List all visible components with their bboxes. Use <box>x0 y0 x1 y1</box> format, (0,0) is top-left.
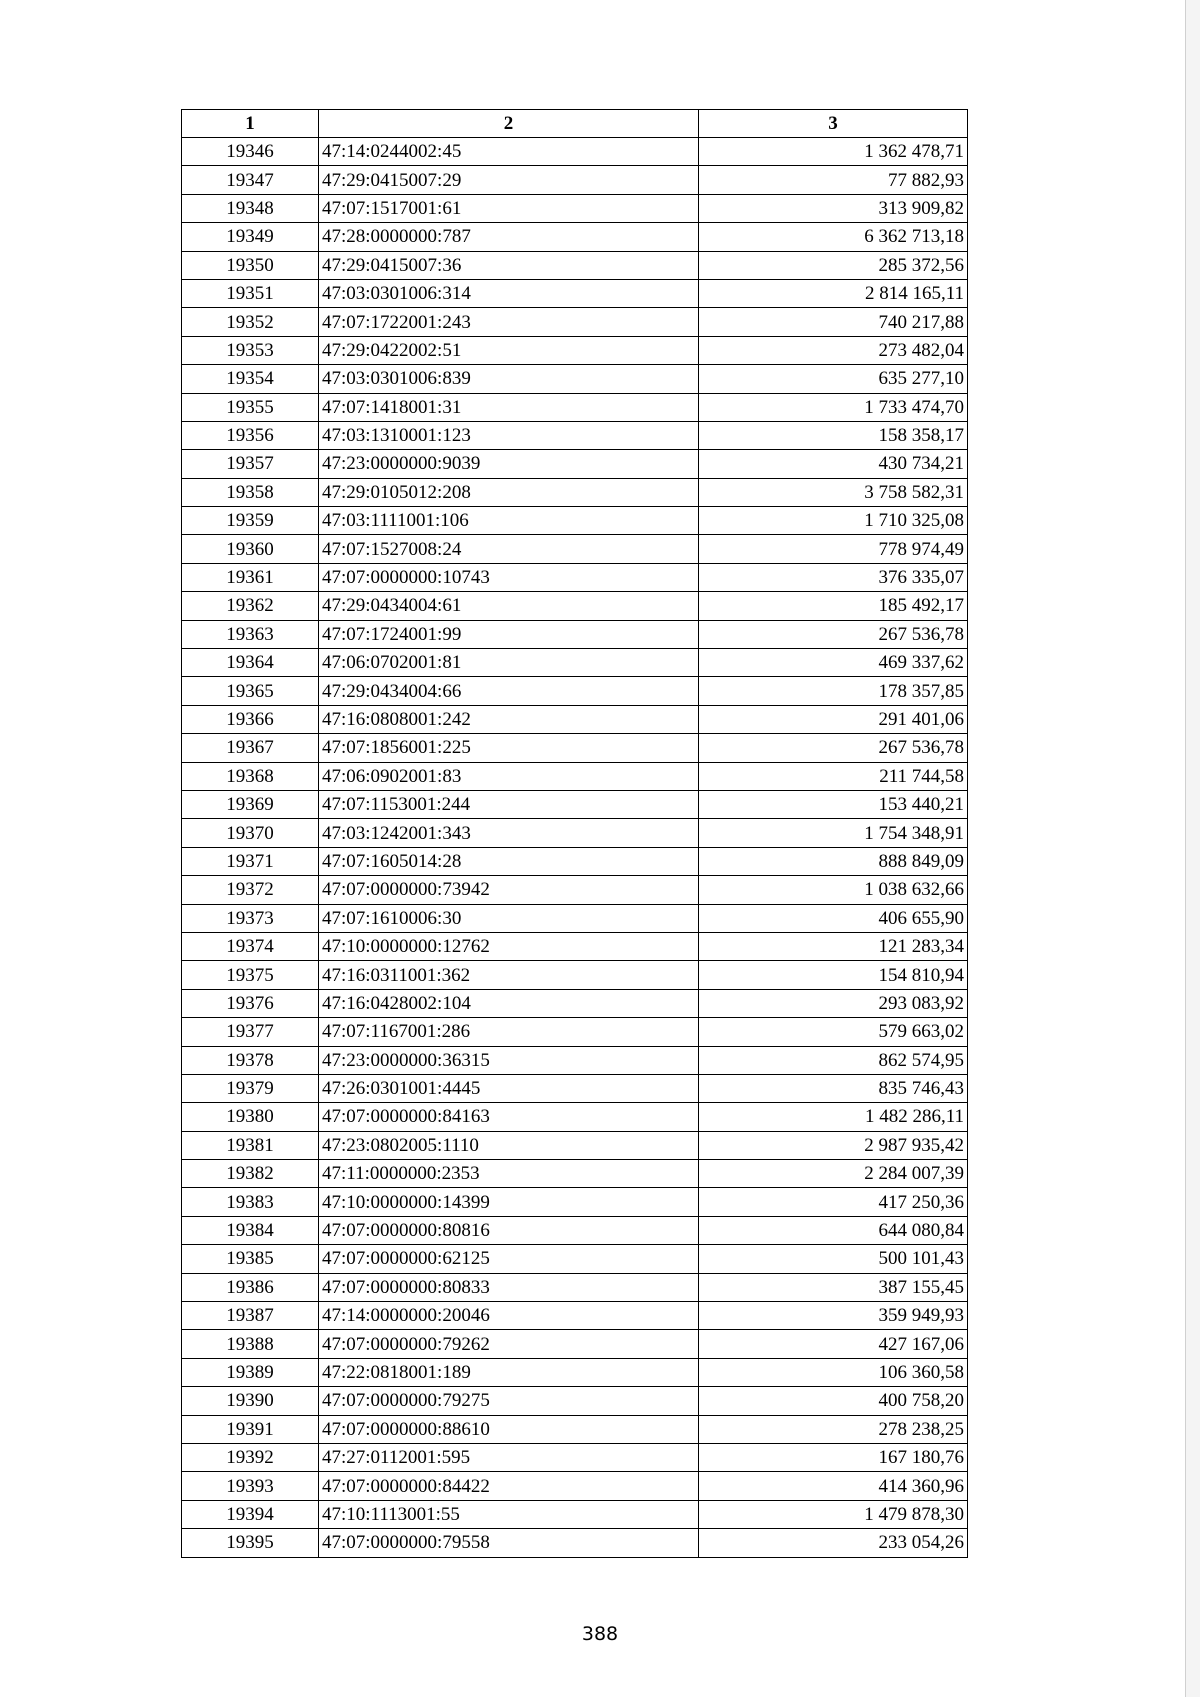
cadastral-number-cell: 47:29:0105012:208 <box>319 478 699 506</box>
row-number-cell: 19348 <box>182 194 319 222</box>
cadastral-number-cell: 47:06:0902001:83 <box>319 762 699 790</box>
value-cell: 835 746,43 <box>699 1074 968 1102</box>
table-row <box>182 790 968 818</box>
cadastral-number-cell: 47:29:0422002:51 <box>319 336 699 364</box>
value-cell: 740 217,88 <box>699 308 968 336</box>
cadastral-number-cell: 47:11:0000000:2353 <box>319 1160 699 1188</box>
table-row <box>182 1160 968 1188</box>
table-row <box>182 563 968 591</box>
cadastral-number-cell: 47:07:1722001:243 <box>319 308 699 336</box>
row-number-cell: 19368 <box>182 762 319 790</box>
row-number-cell: 19384 <box>182 1216 319 1244</box>
cadastral-number-cell: 47:28:0000000:787 <box>319 223 699 251</box>
value-cell: 285 372,56 <box>699 251 968 279</box>
table-row <box>182 904 968 932</box>
table-row <box>182 1245 968 1273</box>
cadastral-number-cell: 47:10:0000000:12762 <box>319 932 699 960</box>
value-cell: 1 733 474,70 <box>699 393 968 421</box>
row-number-cell: 19394 <box>182 1500 319 1528</box>
column-header-2: 2 <box>319 110 699 138</box>
row-number-cell: 19392 <box>182 1443 319 1471</box>
value-cell: 888 849,09 <box>699 847 968 875</box>
value-cell: 3 758 582,31 <box>699 478 968 506</box>
row-number-cell: 19372 <box>182 876 319 904</box>
value-cell: 167 180,76 <box>699 1443 968 1471</box>
row-number-cell: 19346 <box>182 138 319 166</box>
cadastral-number-cell: 47:07:0000000:80833 <box>319 1273 699 1301</box>
cadastral-number-cell: 47:03:0301006:839 <box>319 365 699 393</box>
table-row <box>182 762 968 790</box>
value-cell: 153 440,21 <box>699 790 968 818</box>
value-cell: 267 536,78 <box>699 734 968 762</box>
table-row <box>182 819 968 847</box>
cadastral-number-cell: 47:07:1605014:28 <box>319 847 699 875</box>
cadastral-number-cell: 47:29:0434004:66 <box>319 677 699 705</box>
value-cell: 635 277,10 <box>699 365 968 393</box>
row-number-cell: 19378 <box>182 1046 319 1074</box>
column-header-3: 3 <box>699 110 968 138</box>
table-row <box>182 1358 968 1386</box>
row-number-cell: 19367 <box>182 734 319 762</box>
row-number-cell: 19364 <box>182 649 319 677</box>
value-cell: 233 054,26 <box>699 1529 968 1557</box>
value-cell: 1 479 878,30 <box>699 1500 968 1528</box>
table-row <box>182 932 968 960</box>
row-number-cell: 19361 <box>182 563 319 591</box>
value-cell: 1 754 348,91 <box>699 819 968 847</box>
value-cell: 359 949,93 <box>699 1302 968 1330</box>
cadastral-number-cell: 47:07:0000000:73942 <box>319 876 699 904</box>
row-number-cell: 19360 <box>182 535 319 563</box>
row-number-cell: 19355 <box>182 393 319 421</box>
value-cell: 1 362 478,71 <box>699 138 968 166</box>
table-row <box>182 507 968 535</box>
table-row <box>182 847 968 875</box>
table-row <box>182 1529 968 1557</box>
cadastral-number-cell: 47:23:0000000:9039 <box>319 450 699 478</box>
row-number-cell: 19385 <box>182 1245 319 1273</box>
table-row <box>182 535 968 563</box>
cadastral-number-cell: 47:10:0000000:14399 <box>319 1188 699 1216</box>
row-number-cell: 19370 <box>182 819 319 847</box>
value-cell: 579 663,02 <box>699 1018 968 1046</box>
cadastral-number-cell: 47:14:0000000:20046 <box>319 1302 699 1330</box>
row-number-cell: 19391 <box>182 1415 319 1443</box>
row-number-cell: 19366 <box>182 705 319 733</box>
column-header-1: 1 <box>182 110 319 138</box>
cadastral-number-cell: 47:23:0802005:1110 <box>319 1131 699 1159</box>
row-number-cell: 19354 <box>182 365 319 393</box>
value-cell: 400 758,20 <box>699 1387 968 1415</box>
cadastral-number-cell: 47:16:0808001:242 <box>319 705 699 733</box>
cadastral-number-cell: 47:07:1153001:244 <box>319 790 699 818</box>
row-number-cell: 19352 <box>182 308 319 336</box>
table-row <box>182 450 968 478</box>
table-row <box>182 1216 968 1244</box>
value-cell: 2 284 007,39 <box>699 1160 968 1188</box>
cadastral-number-cell: 47:07:0000000:84422 <box>319 1472 699 1500</box>
table-row <box>182 1273 968 1301</box>
table-row <box>182 393 968 421</box>
value-cell: 1 038 632,66 <box>699 876 968 904</box>
value-cell: 376 335,07 <box>699 563 968 591</box>
row-number-cell: 19393 <box>182 1472 319 1500</box>
row-number-cell: 19353 <box>182 336 319 364</box>
row-number-cell: 19359 <box>182 507 319 535</box>
table-row <box>182 1131 968 1159</box>
table-row <box>182 251 968 279</box>
row-number-cell: 19389 <box>182 1358 319 1386</box>
value-cell: 469 337,62 <box>699 649 968 677</box>
cadastral-number-cell: 47:07:0000000:79262 <box>319 1330 699 1358</box>
cadastral-number-cell: 47:07:0000000:79275 <box>319 1387 699 1415</box>
value-cell: 6 362 713,18 <box>699 223 968 251</box>
row-number-cell: 19395 <box>182 1529 319 1557</box>
table-row <box>182 989 968 1017</box>
cadastral-number-cell: 47:07:0000000:79558 <box>319 1529 699 1557</box>
table-row <box>182 1103 968 1131</box>
cadastral-number-cell: 47:27:0112001:595 <box>319 1443 699 1471</box>
cadastral-number-cell: 47:03:1242001:343 <box>319 819 699 847</box>
row-number-cell: 19357 <box>182 450 319 478</box>
value-cell: 2 987 935,42 <box>699 1131 968 1159</box>
page-number: 388 <box>581 1623 619 1645</box>
row-number-cell: 19347 <box>182 166 319 194</box>
value-cell: 430 734,21 <box>699 450 968 478</box>
table-row <box>182 705 968 733</box>
data-table <box>181 109 968 1558</box>
value-cell: 185 492,17 <box>699 592 968 620</box>
table-row <box>182 336 968 364</box>
cadastral-number-cell: 47:07:0000000:84163 <box>319 1103 699 1131</box>
table-row <box>182 194 968 222</box>
cadastral-number-cell: 47:03:0301006:314 <box>319 279 699 307</box>
value-cell: 313 909,82 <box>699 194 968 222</box>
row-number-cell: 19381 <box>182 1131 319 1159</box>
value-cell: 862 574,95 <box>699 1046 968 1074</box>
value-cell: 1 482 286,11 <box>699 1103 968 1131</box>
cadastral-number-cell: 47:07:1527008:24 <box>319 535 699 563</box>
table-row <box>182 308 968 336</box>
value-cell: 278 238,25 <box>699 1415 968 1443</box>
cadastral-number-cell: 47:16:0428002:104 <box>319 989 699 1017</box>
cadastral-number-cell: 47:29:0415007:29 <box>319 166 699 194</box>
value-cell: 414 360,96 <box>699 1472 968 1500</box>
row-number-cell: 19373 <box>182 904 319 932</box>
value-cell: 154 810,94 <box>699 961 968 989</box>
row-number-cell: 19371 <box>182 847 319 875</box>
value-cell: 121 283,34 <box>699 932 968 960</box>
value-cell: 644 080,84 <box>699 1216 968 1244</box>
table-row <box>182 279 968 307</box>
cadastral-number-cell: 47:03:1111001:106 <box>319 507 699 535</box>
value-cell: 158 358,17 <box>699 421 968 449</box>
value-cell: 427 167,06 <box>699 1330 968 1358</box>
row-number-cell: 19382 <box>182 1160 319 1188</box>
table-row <box>182 592 968 620</box>
cadastral-number-cell: 47:06:0702001:81 <box>319 649 699 677</box>
value-cell: 178 357,85 <box>699 677 968 705</box>
table-row <box>182 478 968 506</box>
value-cell: 417 250,36 <box>699 1188 968 1216</box>
value-cell: 1 710 325,08 <box>699 507 968 535</box>
value-cell: 500 101,43 <box>699 1245 968 1273</box>
table-row <box>182 365 968 393</box>
row-number-cell: 19362 <box>182 592 319 620</box>
table-row <box>182 620 968 648</box>
row-number-cell: 19379 <box>182 1074 319 1102</box>
value-cell: 267 536,78 <box>699 620 968 648</box>
value-cell: 293 083,92 <box>699 989 968 1017</box>
cadastral-number-cell: 47:03:1310001:123 <box>319 421 699 449</box>
cadastral-number-cell: 47:14:0244002:45 <box>319 138 699 166</box>
cadastral-number-cell: 47:07:1418001:31 <box>319 393 699 421</box>
row-number-cell: 19386 <box>182 1273 319 1301</box>
row-number-cell: 19390 <box>182 1387 319 1415</box>
value-cell: 778 974,49 <box>699 535 968 563</box>
row-number-cell: 19369 <box>182 790 319 818</box>
cadastral-number-cell: 47:26:0301001:4445 <box>319 1074 699 1102</box>
table-row <box>182 1046 968 1074</box>
cadastral-number-cell: 47:29:0434004:61 <box>319 592 699 620</box>
table-row <box>182 1188 968 1216</box>
cadastral-number-cell: 47:29:0415007:36 <box>319 251 699 279</box>
value-cell: 77 882,93 <box>699 166 968 194</box>
value-cell: 291 401,06 <box>699 705 968 733</box>
row-number-cell: 19376 <box>182 989 319 1017</box>
table-header-row <box>182 110 968 138</box>
row-number-cell: 19358 <box>182 478 319 506</box>
row-number-cell: 19374 <box>182 932 319 960</box>
row-number-cell: 19350 <box>182 251 319 279</box>
table-row <box>182 1415 968 1443</box>
cadastral-number-cell: 47:07:0000000:88610 <box>319 1415 699 1443</box>
table-row <box>182 1330 968 1358</box>
value-cell: 387 155,45 <box>699 1273 968 1301</box>
table-row <box>182 1500 968 1528</box>
row-number-cell: 19380 <box>182 1103 319 1131</box>
cadastral-number-cell: 47:07:1610006:30 <box>319 904 699 932</box>
cadastral-number-cell: 47:22:0818001:189 <box>319 1358 699 1386</box>
table-row <box>182 1443 968 1471</box>
row-number-cell: 19349 <box>182 223 319 251</box>
cadastral-number-cell: 47:07:0000000:80816 <box>319 1216 699 1244</box>
table-row <box>182 1387 968 1415</box>
table-row <box>182 166 968 194</box>
row-number-cell: 19383 <box>182 1188 319 1216</box>
cadastral-number-cell: 47:07:0000000:62125 <box>319 1245 699 1273</box>
cadastral-number-cell: 47:10:1113001:55 <box>319 1500 699 1528</box>
row-number-cell: 19351 <box>182 279 319 307</box>
row-number-cell: 19375 <box>182 961 319 989</box>
table-row <box>182 649 968 677</box>
cadastral-number-cell: 47:07:1167001:286 <box>319 1018 699 1046</box>
cadastral-number-cell: 47:07:1517001:61 <box>319 194 699 222</box>
cadastral-number-cell: 47:23:0000000:36315 <box>319 1046 699 1074</box>
table-row <box>182 1018 968 1046</box>
row-number-cell: 19365 <box>182 677 319 705</box>
value-cell: 406 655,90 <box>699 904 968 932</box>
table-row <box>182 138 968 166</box>
row-number-cell: 19363 <box>182 620 319 648</box>
table-row <box>182 1472 968 1500</box>
value-cell: 106 360,58 <box>699 1358 968 1386</box>
table-row <box>182 734 968 762</box>
row-number-cell: 19388 <box>182 1330 319 1358</box>
value-cell: 273 482,04 <box>699 336 968 364</box>
table-row <box>182 876 968 904</box>
cadastral-number-cell: 47:16:0311001:362 <box>319 961 699 989</box>
row-number-cell: 19377 <box>182 1018 319 1046</box>
table-row <box>182 1074 968 1102</box>
page-edge <box>1185 0 1200 1697</box>
row-number-cell: 19356 <box>182 421 319 449</box>
cadastral-number-cell: 47:07:1856001:225 <box>319 734 699 762</box>
value-cell: 2 814 165,11 <box>699 279 968 307</box>
row-number-cell: 19387 <box>182 1302 319 1330</box>
table-body <box>182 138 968 1558</box>
cadastral-number-cell: 47:07:0000000:10743 <box>319 563 699 591</box>
cadastral-number-cell: 47:07:1724001:99 <box>319 620 699 648</box>
table-row <box>182 1302 968 1330</box>
table-row <box>182 961 968 989</box>
table-row <box>182 223 968 251</box>
value-cell: 211 744,58 <box>699 762 968 790</box>
table-row <box>182 677 968 705</box>
table-row <box>182 421 968 449</box>
